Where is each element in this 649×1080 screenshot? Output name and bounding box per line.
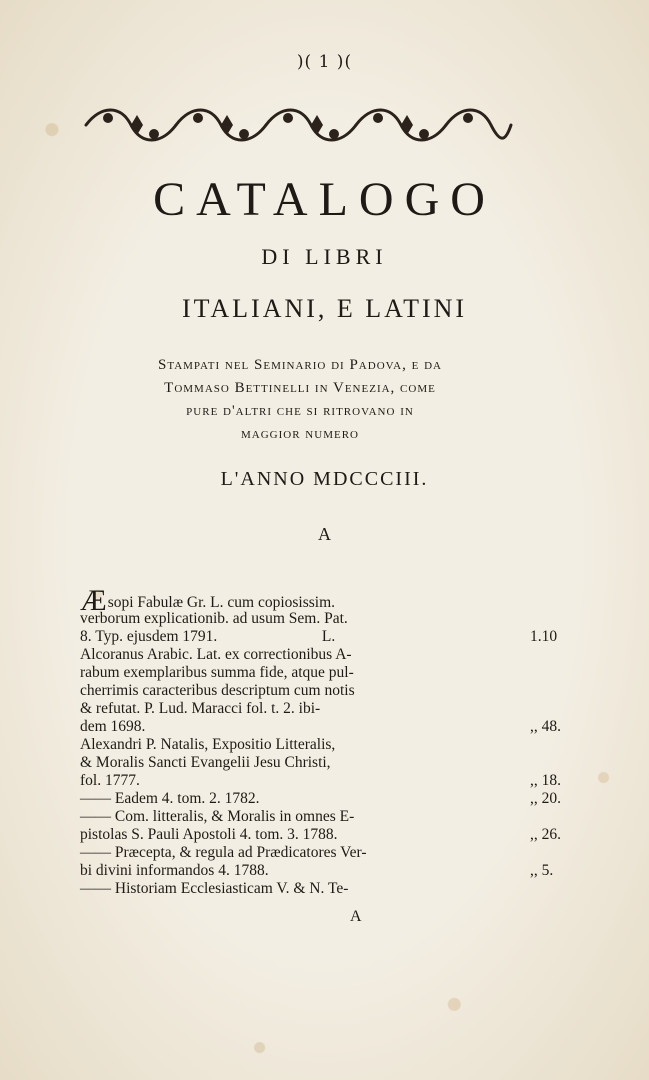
catalog-line — [80, 646, 520, 664]
entry-price: 1.10 — [530, 628, 558, 645]
section-letter: A — [318, 524, 331, 544]
catalog-line — [80, 718, 561, 736]
subtitle-di-libri: DI LIBRI — [261, 244, 388, 269]
catalog-line — [80, 682, 520, 700]
entry-price: ,, 26. — [530, 826, 561, 843]
catalog-line — [80, 880, 520, 898]
entry-text: sopi Fabulæ Gr. L. cum copiosissim. — [107, 594, 336, 611]
catalog-line — [80, 862, 554, 880]
scroll-ornament-icon — [76, 100, 516, 150]
catalog-line — [80, 664, 520, 682]
entry-text: 8. Typ. ejusdem 1791. L. — [80, 628, 336, 645]
entry-text: —— Præcepta, & regula ad Prædicatores Ver- — [80, 844, 367, 861]
entry-text: —— Historiam Ecclesiasticam V. & N. Te- — [80, 880, 349, 897]
entry-text: bi divini informandos 4. 1788. — [80, 862, 269, 879]
catalog-line — [80, 808, 520, 826]
entry-text: verborum explicationib. ad usum Sem. Pat. — [80, 610, 348, 627]
description-line: Stampati nel Seminario di Padova, e da — [158, 357, 442, 373]
catalog-line — [80, 700, 520, 718]
imprint-description — [80, 354, 520, 446]
catalog-line — [80, 610, 520, 628]
catalog-line — [80, 790, 561, 808]
entry-text: pistolas S. Pauli Apostoli 4. tom. 3. 1788. — [80, 826, 338, 843]
catchword: A — [350, 908, 362, 925]
entry-text: fol. 1777. — [80, 772, 140, 789]
page-title: CATALOGO — [153, 173, 496, 226]
description-line: pure d'altri che si ritrovano in — [186, 403, 414, 419]
entry-text: & Moralis Sancti Evangelii Jesu Christi, — [80, 754, 331, 771]
catalog-entries — [80, 584, 561, 898]
catalog-line — [80, 844, 520, 862]
entry-text: & refutat. P. Lud. Maracci fol. t. 2. ibi- — [80, 700, 321, 717]
entry-text: cherrimis caracteribus descriptum cum notis — [80, 682, 355, 699]
catalog-line — [80, 772, 561, 790]
entry-price: ,, 18. — [530, 772, 561, 789]
subtitle-italiani-latini: ITALIANI, E LATINI — [181, 294, 468, 323]
entry-text: dem 1698. — [80, 718, 146, 735]
entry-price: ,, 20. — [530, 790, 561, 807]
page-number: )( 1 )( — [296, 52, 353, 72]
catalog-line — [80, 584, 520, 617]
entry-text: rabum exemplaribus summa fide, atque pul- — [80, 664, 354, 681]
entry-text: Alcoranus Arabic. Lat. ex correctionibus A- — [80, 646, 352, 663]
entry-price: ,, 5. — [530, 862, 554, 879]
catalog-line — [80, 826, 561, 844]
publication-year: L'ANNO MDCCCIII. — [220, 468, 429, 490]
entry-text: —— Eadem 4. tom. 2. 1782. — [80, 790, 260, 807]
entry-text: Alexandri P. Natalis, Expositio Litteralis, — [80, 736, 336, 753]
catalog-line — [80, 628, 558, 646]
entry-price: ,, 48. — [530, 718, 561, 735]
catalog-line — [80, 754, 520, 772]
entry-text: —— Com. litteralis, & Moralis in omnes E- — [80, 808, 355, 825]
description-line: maggior numero — [241, 426, 359, 442]
drop-cap: Æ — [80, 584, 107, 617]
catalog-line — [80, 736, 520, 754]
description-line: Tommaso Bettinelli in Venezia, come — [164, 380, 436, 396]
